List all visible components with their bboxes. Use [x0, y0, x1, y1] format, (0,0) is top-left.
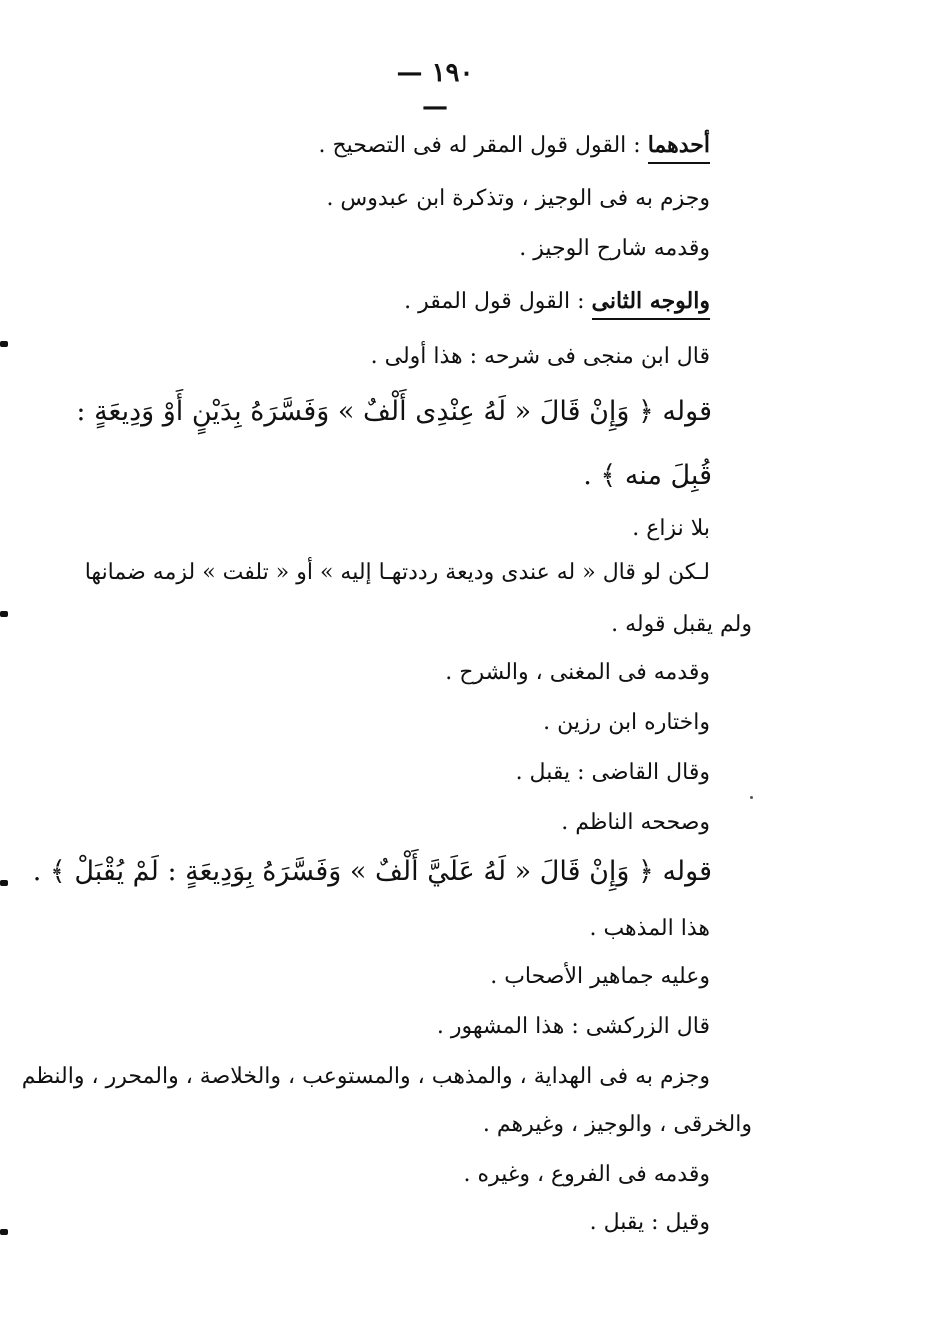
text-line: وقيل : يقبل . [589, 1210, 710, 1235]
line-text: : القول قول المقر . [404, 289, 592, 314]
text-line: قال ابن منجى فى شرحه : هذا أولى . [370, 344, 710, 369]
line-text: : القول قول المقر له فى التصحيح . [318, 133, 648, 158]
binding-mark [0, 341, 8, 347]
text-line: وصححه الناظم . [561, 810, 710, 835]
text-line [404, 284, 710, 324]
binding-mark [0, 880, 8, 886]
page-number: — ١٩٠ — [396, 58, 474, 122]
quoted-text-line: قُبِلَ منه ﴾ . [583, 460, 712, 491]
text-line: لـكن لو قال « له عندى وديعة رددتهـا إليه » أو « تلفت » لزمه ضمانها [84, 560, 710, 585]
text-line: ولم يقبل قوله . [611, 612, 752, 637]
section-term: والوجه الثانى [592, 288, 710, 320]
text-line: وعليه جماهير الأصحاب . [490, 964, 710, 989]
binding-mark [0, 1229, 8, 1235]
text-line: واختاره ابن رزين . [543, 710, 710, 735]
binding-mark [0, 611, 8, 617]
text-line: وجزم به فى الوجيز ، وتذكرة ابن عبدوس . [326, 186, 710, 211]
text-line: وجزم به فى الهداية ، والمذهب ، والمستوعب ، والخلاصة ، والمحرر ، والنظم [21, 1064, 710, 1089]
text-line: وقدمه فى المغنى ، والشرح . [445, 660, 710, 685]
text-line: بلا نزاع . [632, 516, 710, 541]
scan-speck [750, 796, 753, 799]
quoted-text-line: قوله ﴿ وَإِنْ قَالَ « لَهُ عِنْدِى أَلْفٌ » وَفَسَّرَهُ بِدَيْنٍ أَوْ وَدِيعَةٍ : [76, 396, 712, 427]
text-line: هذا المذهب . [589, 916, 710, 941]
text-line: والخرقى ، والوجيز ، وغيرهم . [482, 1112, 752, 1137]
text-line: وقال القاضى : يقبل . [515, 760, 710, 785]
text-line: قال الزركشى : هذا المشهور . [436, 1014, 710, 1039]
quoted-text-line: قوله ﴿ وَإِنْ قَالَ « لَهُ عَلَيَّ أَلْفٌ » وَفَسَّرَهُ بِوَدِيعَةٍ : لَمْ يُقْبَلْ ﴾ . [32, 856, 712, 887]
text-line: وقدمه شارح الوجيز . [519, 236, 710, 261]
text-line [318, 128, 710, 168]
section-term: أحدهما [648, 132, 710, 164]
text-line: وقدمه فى الفروع ، وغيره . [463, 1162, 710, 1187]
